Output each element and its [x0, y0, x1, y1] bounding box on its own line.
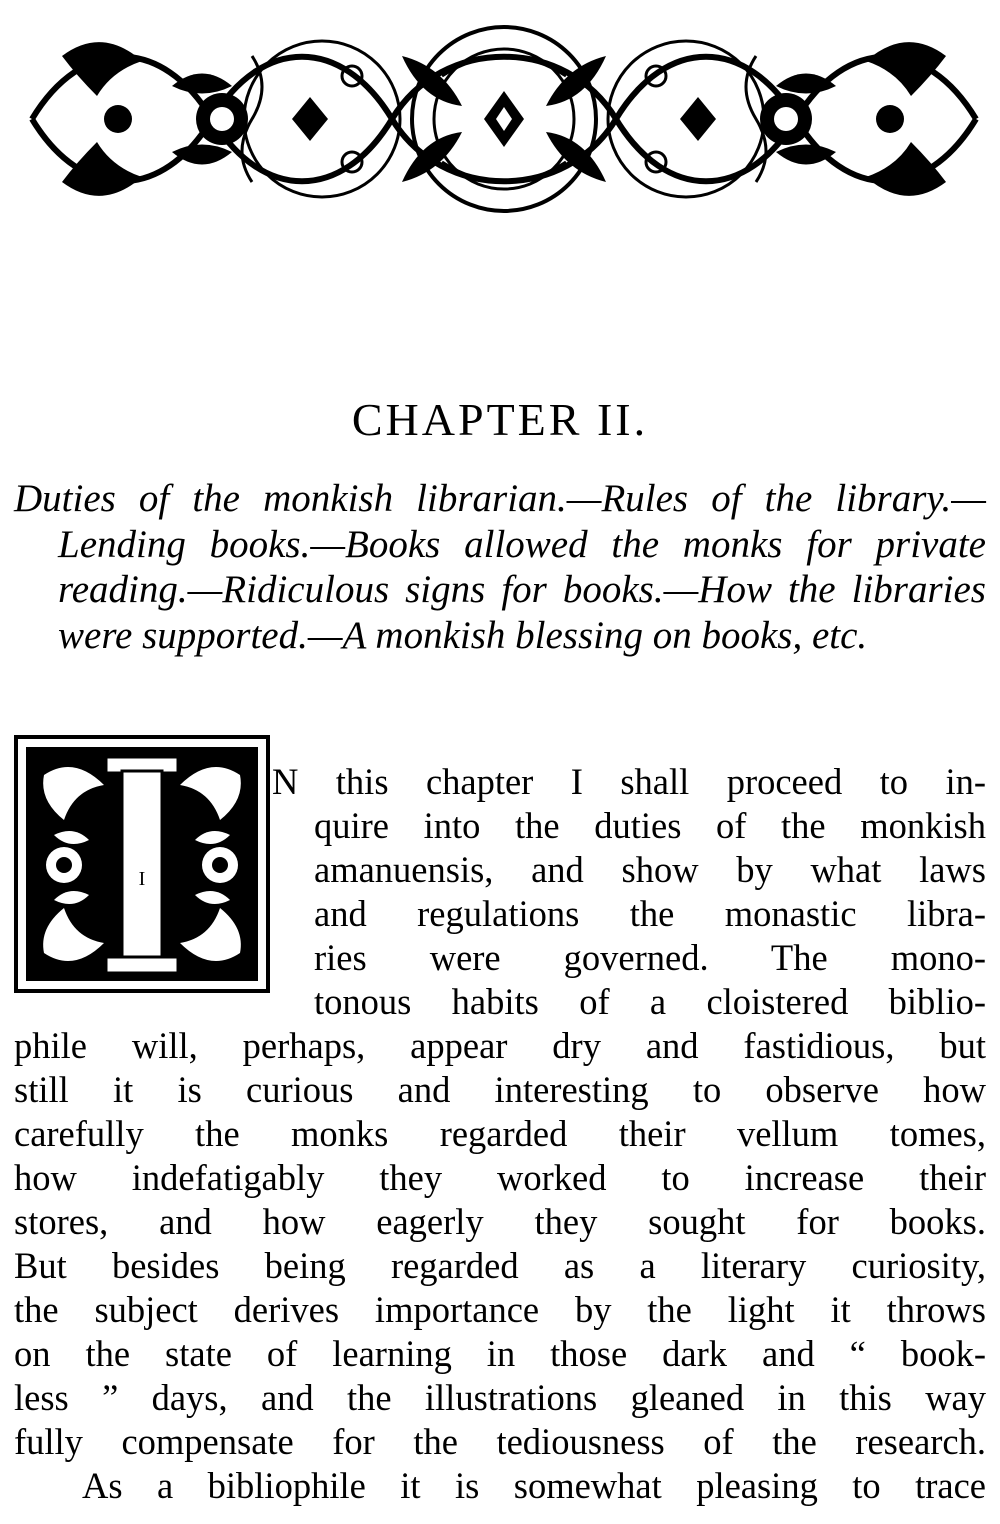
body-line: fully compensate for the tediousness of the research. [14, 1421, 986, 1462]
body-line: tonous habits of a cloistered biblio- [314, 981, 986, 1022]
body-line: on the state of learning in those dark and “ book- [14, 1333, 986, 1374]
body-line: and regulations the monastic libra- [314, 893, 986, 934]
ornamental-headpiece [22, 16, 986, 222]
body-line: how indefatigably they worked to increase their [14, 1157, 986, 1198]
initial-letter: I [138, 868, 146, 890]
body-line: quire into the duties of the monkish [314, 805, 986, 846]
body-line: amanuensis, and show by what laws [314, 849, 986, 890]
body-line: N this chapter I shall proceed to in- [272, 761, 986, 802]
body-line: carefully the monks regarded their vellum tomes, [14, 1113, 986, 1154]
body-line: But besides being regarded as a literary curiosity, [14, 1245, 986, 1286]
body-line: ries were governed. The mono- [314, 937, 986, 978]
body-line: still it is curious and interesting to observe how [14, 1069, 986, 1110]
body-line: the subject derives importance by the light it throws [14, 1289, 986, 1330]
body-text [14, 760, 986, 1508]
body-line: phile will, perhaps, appear dry and fastidious, but [14, 1025, 986, 1066]
body-line: less ” days, and the illustrations gleaned in this way [14, 1377, 986, 1418]
chapter-title: CHAPTER II. [351, 394, 649, 445]
chapter-summary: Duties of the monkish librarian.—Rules of the library.—Lending books.—Books allowed the monks for private reading.—Ridiculous signs for books.—How the libraries were supported.—A monkish blessing on books, etc. [14, 477, 986, 657]
body-line: stores, and how eagerly they sought for books. [14, 1201, 986, 1242]
body-line: As a bibliophile it is somewhat pleasing to trace [82, 1465, 986, 1506]
